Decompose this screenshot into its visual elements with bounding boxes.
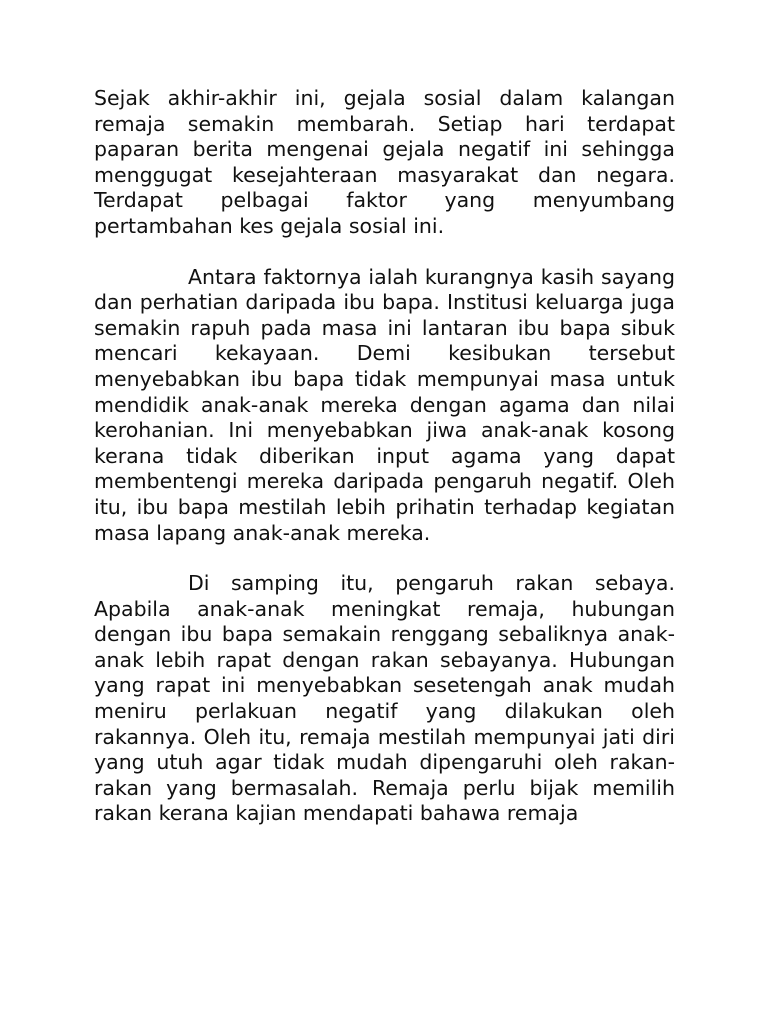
paragraph-peer-influence: Di samping itu, pengaruh rakan sebaya. Apabila anak-anak meningkat remaja, hubungan dengan ibu bapa semakain renggang sebaliknya anak-anak lebih rapat dengan rakan sebayanya. Hubungan yang rapat ini menyebabkan sesetengah anak mudah meniru perlakuan negatif yang dilakukan oleh rakannya. Oleh itu, remaja mestilah mempunyai jati diri yang utuh agar tidak mudah dipengaruhi oleh rakan-rakan yang bermasalah. Remaja perlu bijak memilih rakan kerana kajian mendapati bahawa remaja — [94, 571, 675, 826]
paragraph-gap — [94, 240, 675, 265]
paragraph-gap — [94, 546, 675, 571]
document-page — [94, 86, 675, 827]
paragraph-intro: Sejak akhir-akhir ini, gejala sosial dalam kalangan remaja semakin membarah. Setiap hari terdapat paparan berita mengenai gejala negatif ini sehingga menggugat kesejahteraan masyarakat dan negara. Terdapat pelbagai faktor yang menyumbang pertambahan kes gejala sosial ini. — [94, 86, 675, 238]
paragraph-parental-factor: Antara faktornya ialah kurangnya kasih sayang dan perhatian daripada ibu bapa. Institusi keluarga juga semakin rapuh pada masa ini lantaran ibu bapa sibuk mencari kekayaan. Demi kesibukan tersebut menyebabkan ibu bapa tidak mempunyai masa untuk mendidik anak-anak mereka dengan agama dan nilai kerohanian. Ini menyebabkan jiwa anak-anak kosong kerana tidak diberikan input agama yang dapat membentengi mereka daripada pengaruh negatif. Oleh itu, ibu bapa mestilah lebih prihatin terhadap kegiatan masa lapang anak-anak mereka. — [94, 264, 675, 545]
